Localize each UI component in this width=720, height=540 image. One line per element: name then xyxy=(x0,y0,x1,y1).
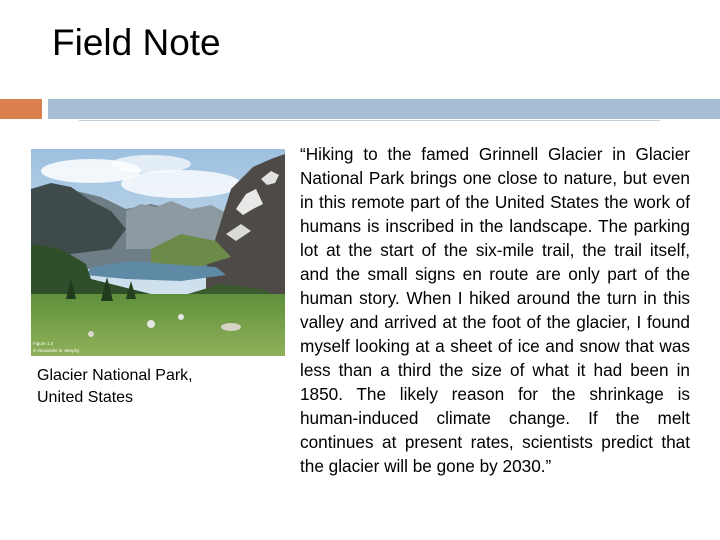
photo-credit-figure: Figure 1.0 xyxy=(33,341,54,346)
field-note-quote: “Hiking to the famed Grinnell Glacier in Glacier National Park brings one close to nature, but even in this remote part of the United States the work of humans is inscribed in the landscape. The parking lot at the start of the six-mile trail, the trail itself, and the small signs en route are only part of the human story. When I hiked around the turn in this valley and arrived at the foot of the glacier, I found myself looking at a sheet of ice and snow that was less than a third the size of what it had been in 1850. The likely reason for the shrinkage is human-induced climate change. If the melt continues at present rates, scientists predict that the glacier will be gone by 2030.” xyxy=(300,144,690,476)
landscape-photo xyxy=(31,149,285,356)
slide-title: Field Note xyxy=(52,22,221,63)
header-bar xyxy=(48,99,720,119)
photo-caption: Glacier National Park, United States xyxy=(37,367,193,406)
title-divider xyxy=(79,120,660,121)
photo-credit-author: © Alexander B. Murphy xyxy=(33,348,80,353)
mountain-lake-landscape-photo xyxy=(31,149,285,356)
header-accent-bar xyxy=(0,99,42,119)
